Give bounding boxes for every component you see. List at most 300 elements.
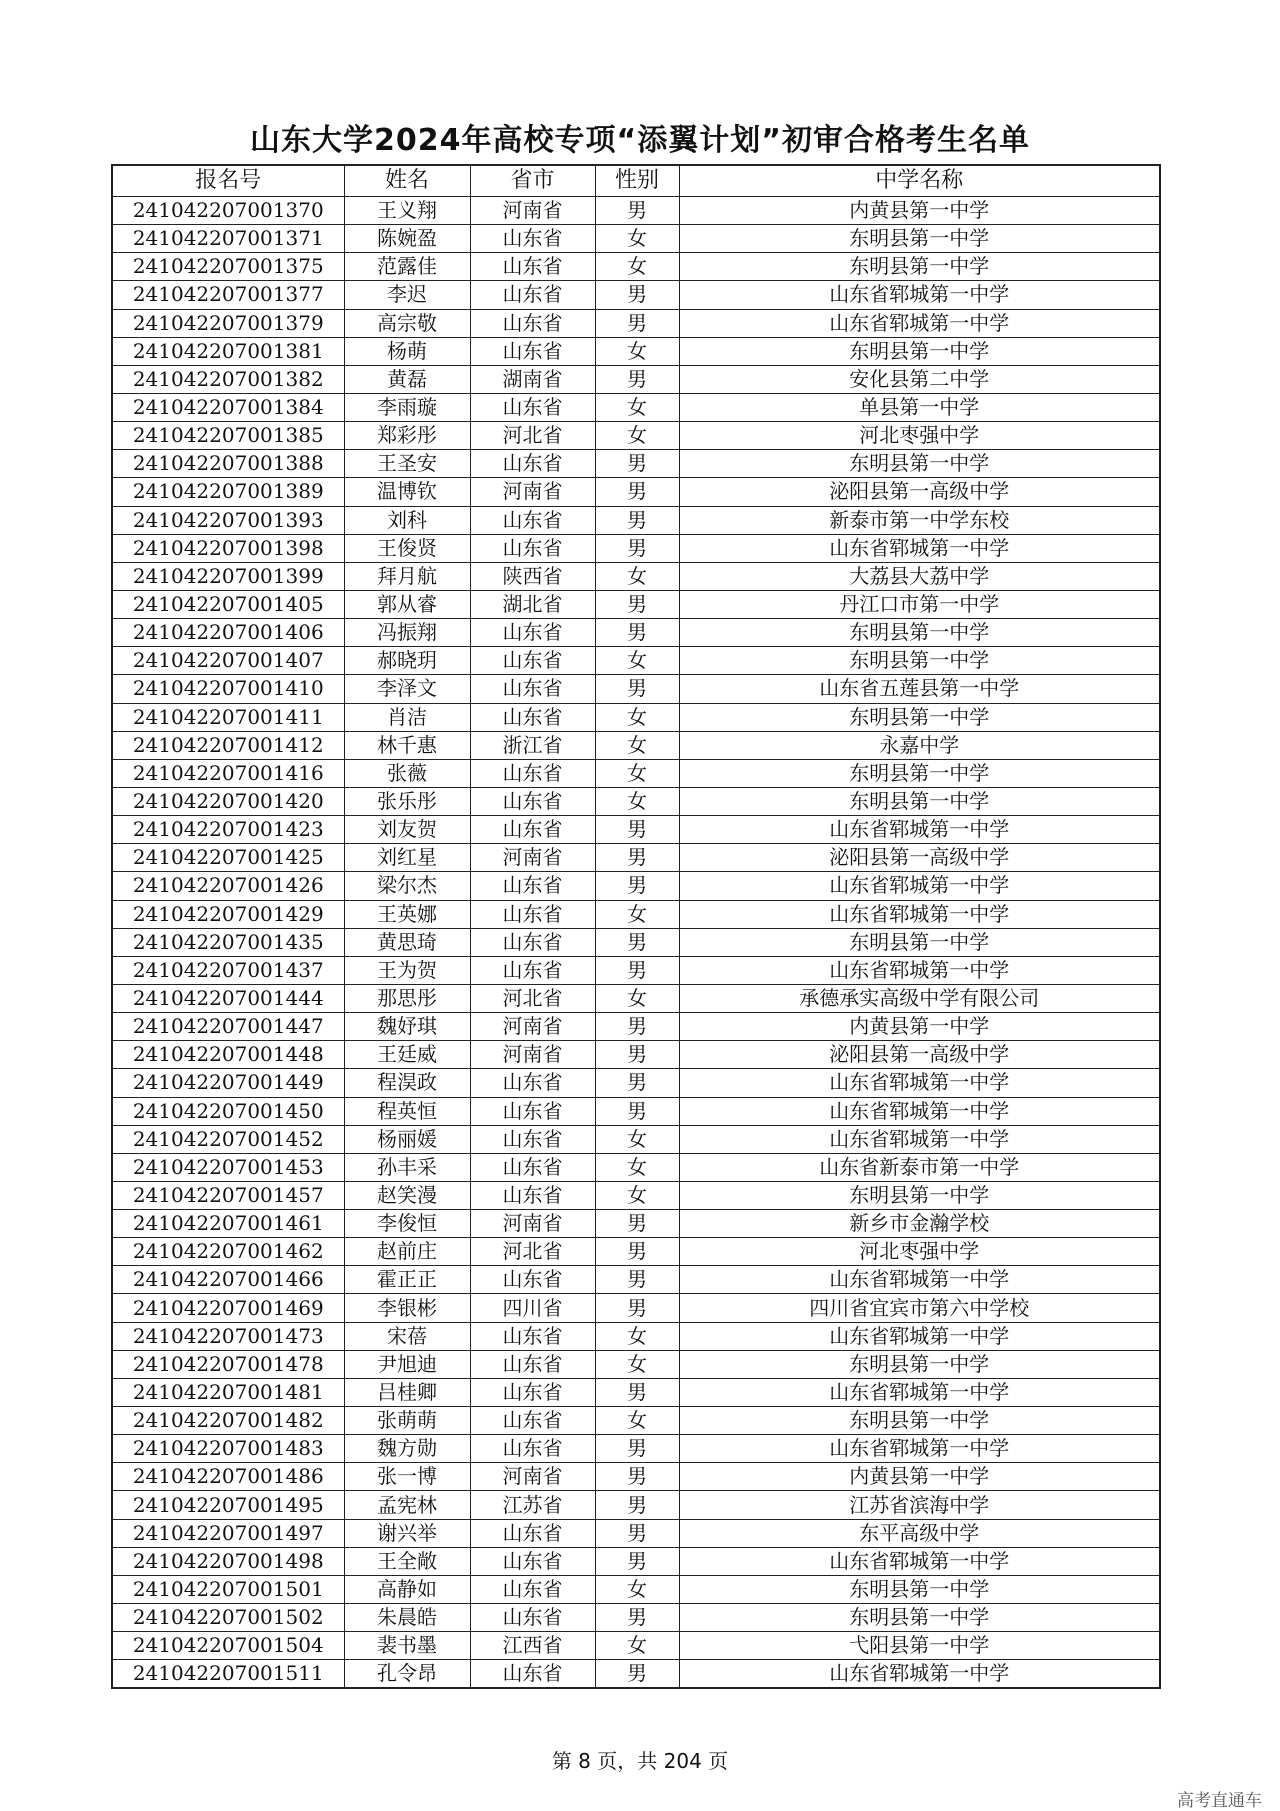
gender-cell: 女 — [595, 1632, 679, 1660]
table-row — [112, 478, 1160, 506]
school-cell: 东明县第一中学 — [679, 1181, 1160, 1209]
school-cell: 永嘉中学 — [679, 731, 1160, 759]
province-cell: 山东省 — [470, 1660, 595, 1689]
name-cell: 刘友贺 — [344, 816, 470, 844]
table-row — [112, 1322, 1160, 1350]
gender-cell: 女 — [595, 984, 679, 1012]
name-cell: 黄思琦 — [344, 928, 470, 956]
name-cell: 李雨璇 — [344, 393, 470, 421]
province-cell: 山东省 — [470, 337, 595, 365]
province-cell: 山东省 — [470, 816, 595, 844]
registration-number-cell: 241042207001384 — [112, 393, 344, 421]
gender-cell: 男 — [595, 309, 679, 337]
name-cell: 魏方勋 — [344, 1435, 470, 1463]
gender-cell: 女 — [595, 703, 679, 731]
province-cell: 山东省 — [470, 1322, 595, 1350]
name-cell: 黄磊 — [344, 365, 470, 393]
name-cell: 张薇 — [344, 759, 470, 787]
registration-number-cell: 241042207001420 — [112, 787, 344, 815]
gender-cell: 男 — [595, 844, 679, 872]
name-cell: 高宗敬 — [344, 309, 470, 337]
province-cell: 山东省 — [470, 1547, 595, 1575]
table-row — [112, 422, 1160, 450]
province-cell: 山东省 — [470, 675, 595, 703]
gender-cell: 男 — [595, 1041, 679, 1069]
registration-number-cell: 241042207001466 — [112, 1266, 344, 1294]
gender-cell: 女 — [595, 422, 679, 450]
province-cell: 山东省 — [470, 900, 595, 928]
registration-number-cell: 241042207001504 — [112, 1632, 344, 1660]
registration-number-cell: 241042207001389 — [112, 478, 344, 506]
gender-cell: 女 — [595, 1322, 679, 1350]
province-cell: 湖北省 — [470, 590, 595, 618]
table-row — [112, 365, 1160, 393]
gender-cell: 女 — [595, 1153, 679, 1181]
province-cell: 山东省 — [470, 1378, 595, 1406]
gender-cell: 男 — [595, 956, 679, 984]
gender-cell: 女 — [595, 1407, 679, 1435]
registration-number-cell: 241042207001481 — [112, 1378, 344, 1406]
gender-cell: 女 — [595, 1575, 679, 1603]
registration-number-cell: 241042207001382 — [112, 365, 344, 393]
table-row — [112, 1125, 1160, 1153]
school-cell: 东明县第一中学 — [679, 619, 1160, 647]
table-row — [112, 1604, 1160, 1632]
name-cell: 郑彩彤 — [344, 422, 470, 450]
table-row — [112, 197, 1160, 225]
table-row — [112, 619, 1160, 647]
name-cell: 杨萌 — [344, 337, 470, 365]
province-cell: 山东省 — [470, 928, 595, 956]
table-row — [112, 1378, 1160, 1406]
gender-cell: 男 — [595, 506, 679, 534]
province-cell: 湖南省 — [470, 365, 595, 393]
name-cell: 王为贺 — [344, 956, 470, 984]
registration-number-cell: 241042207001377 — [112, 281, 344, 309]
name-cell: 王英娜 — [344, 900, 470, 928]
name-cell: 高静如 — [344, 1575, 470, 1603]
school-cell: 山东省郓城第一中学 — [679, 900, 1160, 928]
name-cell: 霍正正 — [344, 1266, 470, 1294]
gender-cell: 男 — [595, 675, 679, 703]
name-cell: 温博钦 — [344, 478, 470, 506]
registration-number-cell: 241042207001406 — [112, 619, 344, 647]
school-cell: 山东省五莲县第一中学 — [679, 675, 1160, 703]
registration-number-cell: 241042207001450 — [112, 1097, 344, 1125]
province-cell: 河北省 — [470, 984, 595, 1012]
table-row — [112, 1069, 1160, 1097]
table-row — [112, 562, 1160, 590]
gender-cell: 女 — [595, 393, 679, 421]
school-cell: 安化县第二中学 — [679, 365, 1160, 393]
school-cell: 东明县第一中学 — [679, 647, 1160, 675]
name-cell: 王全敞 — [344, 1547, 470, 1575]
table-row — [112, 1097, 1160, 1125]
school-cell: 东明县第一中学 — [679, 1575, 1160, 1603]
table-row — [112, 337, 1160, 365]
header-registration-number: 报名号 — [112, 165, 344, 197]
province-cell: 四川省 — [470, 1294, 595, 1322]
gender-cell: 女 — [595, 787, 679, 815]
table-row — [112, 1575, 1160, 1603]
registration-number-cell: 241042207001483 — [112, 1435, 344, 1463]
registration-number-cell: 241042207001497 — [112, 1519, 344, 1547]
gender-cell: 男 — [595, 1491, 679, 1519]
registration-number-cell: 241042207001426 — [112, 872, 344, 900]
province-cell: 山东省 — [470, 506, 595, 534]
gender-cell: 男 — [595, 1435, 679, 1463]
province-cell: 山东省 — [470, 703, 595, 731]
name-cell: 梁尔杰 — [344, 872, 470, 900]
registration-number-cell: 241042207001486 — [112, 1463, 344, 1491]
gender-cell: 男 — [595, 450, 679, 478]
table-row — [112, 590, 1160, 618]
gender-cell: 男 — [595, 1097, 679, 1125]
gender-cell: 男 — [595, 1210, 679, 1238]
gender-cell: 男 — [595, 1266, 679, 1294]
school-cell: 承德承实高级中学有限公司 — [679, 984, 1160, 1012]
school-cell: 东明县第一中学 — [679, 1350, 1160, 1378]
registration-number-cell: 241042207001425 — [112, 844, 344, 872]
province-cell: 江苏省 — [470, 1491, 595, 1519]
name-cell: 宋蓓 — [344, 1322, 470, 1350]
province-cell: 河南省 — [470, 1013, 595, 1041]
table-row — [112, 900, 1160, 928]
table-row — [112, 1350, 1160, 1378]
province-cell: 山东省 — [470, 956, 595, 984]
school-cell: 山东省郓城第一中学 — [679, 309, 1160, 337]
name-cell: 程英恒 — [344, 1097, 470, 1125]
gender-cell: 男 — [595, 1660, 679, 1689]
name-cell: 林千惠 — [344, 731, 470, 759]
table-row — [112, 844, 1160, 872]
gender-cell: 男 — [595, 590, 679, 618]
gender-cell: 男 — [595, 281, 679, 309]
school-cell: 东明县第一中学 — [679, 450, 1160, 478]
school-cell: 东平高级中学 — [679, 1519, 1160, 1547]
registration-number-cell: 241042207001502 — [112, 1604, 344, 1632]
registration-number-cell: 241042207001416 — [112, 759, 344, 787]
table-row — [112, 647, 1160, 675]
table-row — [112, 984, 1160, 1012]
gender-cell: 女 — [595, 759, 679, 787]
table-row — [112, 450, 1160, 478]
province-cell: 河南省 — [470, 478, 595, 506]
school-cell: 泌阳县第一高级中学 — [679, 844, 1160, 872]
name-cell: 陈婉盈 — [344, 225, 470, 253]
registration-number-cell: 241042207001412 — [112, 731, 344, 759]
name-cell: 朱晨皓 — [344, 1604, 470, 1632]
name-cell: 张萌萌 — [344, 1407, 470, 1435]
school-cell: 东明县第一中学 — [679, 1407, 1160, 1435]
name-cell: 郝晓玥 — [344, 647, 470, 675]
registration-number-cell: 241042207001405 — [112, 590, 344, 618]
province-cell: 河南省 — [470, 1463, 595, 1491]
table-row — [112, 1266, 1160, 1294]
table-row — [112, 759, 1160, 787]
name-cell: 魏妤琪 — [344, 1013, 470, 1041]
school-cell: 山东省郓城第一中学 — [679, 1097, 1160, 1125]
name-cell: 孟宪林 — [344, 1491, 470, 1519]
school-cell: 内黄县第一中学 — [679, 1013, 1160, 1041]
name-cell: 李泽文 — [344, 675, 470, 703]
table-body — [112, 197, 1160, 1689]
registration-number-cell: 241042207001423 — [112, 816, 344, 844]
registration-number-cell: 241042207001444 — [112, 984, 344, 1012]
province-cell: 浙江省 — [470, 731, 595, 759]
gender-cell: 女 — [595, 1350, 679, 1378]
name-cell: 孙丰采 — [344, 1153, 470, 1181]
school-cell: 新泰市第一中学东校 — [679, 506, 1160, 534]
province-cell: 山东省 — [470, 1153, 595, 1181]
registration-number-cell: 241042207001388 — [112, 450, 344, 478]
gender-cell: 男 — [595, 1463, 679, 1491]
registration-number-cell: 241042207001501 — [112, 1575, 344, 1603]
school-cell: 新乡市金瀚学校 — [679, 1210, 1160, 1238]
gender-cell: 女 — [595, 1125, 679, 1153]
gender-cell: 男 — [595, 872, 679, 900]
school-cell: 山东省郓城第一中学 — [679, 281, 1160, 309]
name-cell: 王义翔 — [344, 197, 470, 225]
registration-number-cell: 241042207001435 — [112, 928, 344, 956]
table-row — [112, 956, 1160, 984]
header-province: 省市 — [470, 165, 595, 197]
province-cell: 山东省 — [470, 647, 595, 675]
school-cell: 丹江口市第一中学 — [679, 590, 1160, 618]
table-row — [112, 1238, 1160, 1266]
province-cell: 山东省 — [470, 1069, 595, 1097]
registration-number-cell: 241042207001429 — [112, 900, 344, 928]
province-cell: 陕西省 — [470, 562, 595, 590]
page-number: 第 8 页，共 204 页 — [551, 1749, 729, 1773]
table-row — [112, 787, 1160, 815]
school-cell: 山东省郓城第一中学 — [679, 1125, 1160, 1153]
registration-number-cell: 241042207001457 — [112, 1181, 344, 1209]
registration-number-cell: 241042207001393 — [112, 506, 344, 534]
table-row — [112, 731, 1160, 759]
registration-number-cell: 241042207001385 — [112, 422, 344, 450]
gender-cell: 女 — [595, 1181, 679, 1209]
gender-cell: 男 — [595, 1238, 679, 1266]
table-row — [112, 1491, 1160, 1519]
registration-number-cell: 241042207001461 — [112, 1210, 344, 1238]
registration-number-cell: 241042207001473 — [112, 1322, 344, 1350]
table-row — [112, 1153, 1160, 1181]
province-cell: 山东省 — [470, 281, 595, 309]
table-row — [112, 928, 1160, 956]
school-cell: 江苏省滨海中学 — [679, 1491, 1160, 1519]
table-row — [112, 1181, 1160, 1209]
school-cell: 山东省郓城第一中学 — [679, 1547, 1160, 1575]
school-cell: 河北枣强中学 — [679, 422, 1160, 450]
province-cell: 山东省 — [470, 1575, 595, 1603]
name-cell: 杨丽媛 — [344, 1125, 470, 1153]
name-cell: 刘红星 — [344, 844, 470, 872]
school-cell: 山东省郓城第一中学 — [679, 1322, 1160, 1350]
gender-cell: 女 — [595, 253, 679, 281]
registration-number-cell: 241042207001379 — [112, 309, 344, 337]
school-cell: 弋阳县第一中学 — [679, 1632, 1160, 1660]
registration-number-cell: 241042207001469 — [112, 1294, 344, 1322]
gender-cell: 男 — [595, 816, 679, 844]
registration-number-cell: 241042207001482 — [112, 1407, 344, 1435]
name-cell: 张一博 — [344, 1463, 470, 1491]
province-cell: 江西省 — [470, 1632, 595, 1660]
province-cell: 山东省 — [470, 872, 595, 900]
gender-cell: 女 — [595, 731, 679, 759]
registration-number-cell: 241042207001371 — [112, 225, 344, 253]
name-cell: 李俊恒 — [344, 1210, 470, 1238]
province-cell: 山东省 — [470, 1181, 595, 1209]
province-cell: 山东省 — [470, 534, 595, 562]
table-row — [112, 309, 1160, 337]
gender-cell: 男 — [595, 1013, 679, 1041]
name-cell: 赵前庄 — [344, 1238, 470, 1266]
gender-cell: 男 — [595, 1069, 679, 1097]
province-cell: 山东省 — [470, 619, 595, 647]
province-cell: 山东省 — [470, 1435, 595, 1463]
registration-number-cell: 241042207001411 — [112, 703, 344, 731]
registration-number-cell: 241042207001375 — [112, 253, 344, 281]
table-row — [112, 1435, 1160, 1463]
table-row — [112, 1294, 1160, 1322]
school-cell: 大荔县大荔中学 — [679, 562, 1160, 590]
school-cell: 内黄县第一中学 — [679, 1463, 1160, 1491]
table-row — [112, 253, 1160, 281]
registration-number-cell: 241042207001447 — [112, 1013, 344, 1041]
registration-number-cell: 241042207001410 — [112, 675, 344, 703]
province-cell: 山东省 — [470, 1350, 595, 1378]
gender-cell: 男 — [595, 928, 679, 956]
province-cell: 河南省 — [470, 197, 595, 225]
registration-number-cell: 241042207001449 — [112, 1069, 344, 1097]
gender-cell: 女 — [595, 562, 679, 590]
school-cell: 单县第一中学 — [679, 393, 1160, 421]
province-cell: 山东省 — [470, 1125, 595, 1153]
province-cell: 河南省 — [470, 1210, 595, 1238]
province-cell: 山东省 — [470, 253, 595, 281]
table-row — [112, 393, 1160, 421]
table-row — [112, 1041, 1160, 1069]
school-cell: 四川省宜宾市第六中学校 — [679, 1294, 1160, 1322]
name-cell: 范露佳 — [344, 253, 470, 281]
name-cell: 刘科 — [344, 506, 470, 534]
name-cell: 谢兴举 — [344, 1519, 470, 1547]
school-cell: 山东省郓城第一中学 — [679, 1069, 1160, 1097]
province-cell: 山东省 — [470, 1604, 595, 1632]
province-cell: 山东省 — [470, 759, 595, 787]
name-cell: 那思彤 — [344, 984, 470, 1012]
gender-cell: 男 — [595, 1604, 679, 1632]
table-row — [112, 1547, 1160, 1575]
gender-cell: 男 — [595, 1547, 679, 1575]
school-cell: 东明县第一中学 — [679, 787, 1160, 815]
registration-number-cell: 241042207001398 — [112, 534, 344, 562]
province-cell: 山东省 — [470, 1407, 595, 1435]
province-cell: 山东省 — [470, 450, 595, 478]
province-cell: 河南省 — [470, 1041, 595, 1069]
gender-cell: 男 — [595, 197, 679, 225]
gender-cell: 男 — [595, 1378, 679, 1406]
school-cell: 山东省郓城第一中学 — [679, 1435, 1160, 1463]
registration-number-cell: 241042207001407 — [112, 647, 344, 675]
province-cell: 山东省 — [470, 1266, 595, 1294]
name-cell: 吕桂卿 — [344, 1378, 470, 1406]
province-cell: 河南省 — [470, 844, 595, 872]
table-row — [112, 1407, 1160, 1435]
header-name: 姓名 — [344, 165, 470, 197]
name-cell: 张乐彤 — [344, 787, 470, 815]
registration-number-cell: 241042207001452 — [112, 1125, 344, 1153]
table-row — [112, 816, 1160, 844]
province-cell: 山东省 — [470, 1519, 595, 1547]
gender-cell: 男 — [595, 478, 679, 506]
school-cell: 山东省郓城第一中学 — [679, 1266, 1160, 1294]
registration-number-cell: 241042207001370 — [112, 197, 344, 225]
name-cell: 孔令昂 — [344, 1660, 470, 1689]
school-cell: 东明县第一中学 — [679, 759, 1160, 787]
gender-cell: 男 — [595, 619, 679, 647]
school-cell: 泌阳县第一高级中学 — [679, 1041, 1160, 1069]
gender-cell: 男 — [595, 534, 679, 562]
table-header-row — [112, 165, 1160, 197]
registration-number-cell: 241042207001478 — [112, 1350, 344, 1378]
name-cell: 郭从睿 — [344, 590, 470, 618]
province-cell: 山东省 — [470, 225, 595, 253]
province-cell: 山东省 — [470, 787, 595, 815]
name-cell: 李银彬 — [344, 1294, 470, 1322]
name-cell: 肖洁 — [344, 703, 470, 731]
name-cell: 尹旭迪 — [344, 1350, 470, 1378]
registration-number-cell: 241042207001437 — [112, 956, 344, 984]
school-cell: 内黄县第一中学 — [679, 197, 1160, 225]
registration-number-cell: 241042207001453 — [112, 1153, 344, 1181]
table-row — [112, 225, 1160, 253]
registration-number-cell: 241042207001511 — [112, 1660, 344, 1689]
registration-number-cell: 241042207001448 — [112, 1041, 344, 1069]
school-cell: 东明县第一中学 — [679, 1604, 1160, 1632]
table-row — [112, 703, 1160, 731]
table-row — [112, 1660, 1160, 1689]
watermark: 高考直通车 — [1177, 1791, 1262, 1811]
school-cell: 山东省郓城第一中学 — [679, 816, 1160, 844]
school-cell: 山东省郓城第一中学 — [679, 872, 1160, 900]
table-row — [112, 1519, 1160, 1547]
name-cell: 王廷威 — [344, 1041, 470, 1069]
table-row — [112, 675, 1160, 703]
school-cell: 山东省郓城第一中学 — [679, 956, 1160, 984]
gender-cell: 女 — [595, 900, 679, 928]
school-cell: 东明县第一中学 — [679, 337, 1160, 365]
table-row — [112, 1013, 1160, 1041]
registration-number-cell: 241042207001462 — [112, 1238, 344, 1266]
gender-cell: 女 — [595, 337, 679, 365]
name-cell: 王圣安 — [344, 450, 470, 478]
registration-number-cell: 241042207001381 — [112, 337, 344, 365]
school-cell: 东明县第一中学 — [679, 253, 1160, 281]
name-cell: 拜月航 — [344, 562, 470, 590]
name-cell: 程淏政 — [344, 1069, 470, 1097]
province-cell: 山东省 — [470, 1097, 595, 1125]
school-cell: 东明县第一中学 — [679, 703, 1160, 731]
table-row — [112, 506, 1160, 534]
school-cell: 东明县第一中学 — [679, 928, 1160, 956]
gender-cell: 男 — [595, 365, 679, 393]
school-cell: 泌阳县第一高级中学 — [679, 478, 1160, 506]
registration-number-cell: 241042207001495 — [112, 1491, 344, 1519]
gender-cell: 女 — [595, 225, 679, 253]
school-cell: 山东省新泰市第一中学 — [679, 1153, 1160, 1181]
